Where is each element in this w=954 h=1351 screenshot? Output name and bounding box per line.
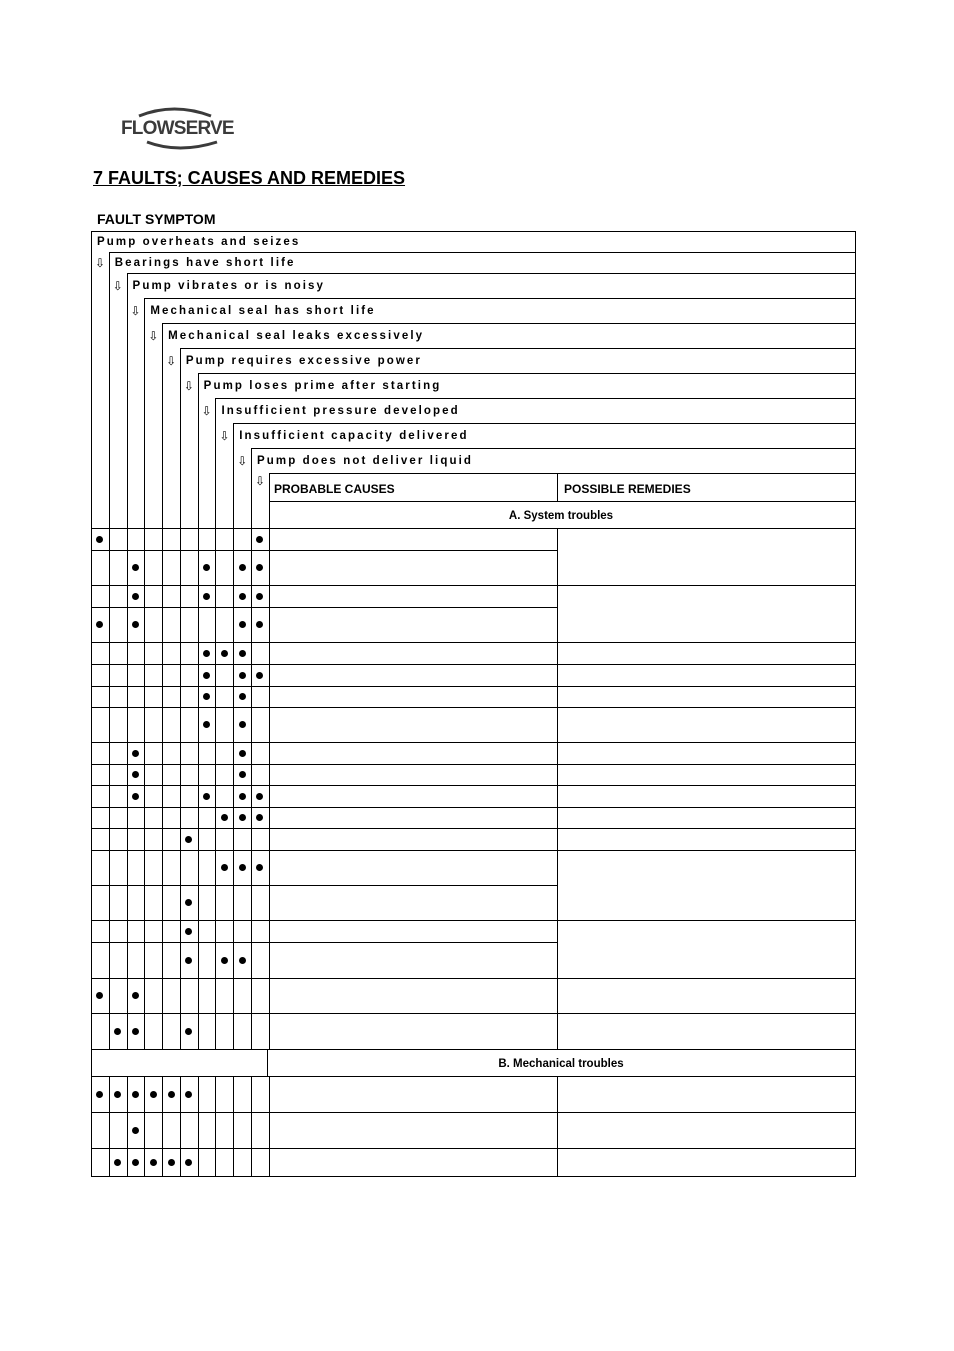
symptom-dot bbox=[256, 864, 263, 871]
table-row bbox=[91, 607, 558, 608]
table-row bbox=[91, 785, 558, 786]
symptom-dot bbox=[239, 693, 246, 700]
column-rule bbox=[162, 1076, 163, 1177]
symptom-rule bbox=[91, 231, 856, 232]
table-row bbox=[91, 978, 558, 979]
symptom-dot bbox=[221, 650, 228, 657]
table-row bbox=[91, 707, 558, 708]
remedy-rule bbox=[557, 785, 856, 786]
symptom-dot bbox=[185, 1091, 192, 1098]
symptom-dot bbox=[256, 814, 263, 821]
remedy-rule bbox=[557, 1013, 856, 1014]
symptom-dot bbox=[203, 672, 210, 679]
column-rule bbox=[269, 1076, 270, 1177]
column-rule bbox=[233, 423, 234, 1050]
column-rule bbox=[215, 398, 216, 1050]
down-arrow-icon: ⇩ bbox=[201, 403, 212, 418]
symptom-dot bbox=[203, 793, 210, 800]
column-rule bbox=[144, 1076, 145, 1177]
table-row bbox=[91, 642, 558, 643]
symptom-dot bbox=[168, 1091, 175, 1098]
section-mechanical-troubles: B. Mechanical troubles bbox=[498, 1058, 624, 1070]
column-rule bbox=[180, 1076, 181, 1177]
down-arrow-icon: ⇩ bbox=[166, 353, 177, 368]
symptom-dot bbox=[239, 750, 246, 757]
symptom-dot bbox=[239, 650, 246, 657]
header-rule bbox=[269, 501, 856, 502]
remedy-rule bbox=[557, 664, 856, 665]
symptom-label: Pump requires excessive power bbox=[185, 354, 422, 367]
symptom-dot bbox=[203, 650, 210, 657]
symptom-rule bbox=[233, 423, 856, 424]
row-rule bbox=[91, 1076, 856, 1077]
remedy-rule bbox=[557, 707, 856, 708]
table-row bbox=[91, 1176, 856, 1177]
table-row bbox=[91, 742, 558, 743]
symptom-label: Insufficient pressure developed bbox=[221, 404, 460, 417]
symptom-dot bbox=[185, 1028, 192, 1035]
table-row bbox=[91, 585, 558, 586]
symptom-dot bbox=[132, 1159, 139, 1166]
column-rule bbox=[198, 1076, 199, 1177]
symptom-dot bbox=[256, 564, 263, 571]
column-rule bbox=[127, 1076, 128, 1177]
symptom-dot bbox=[203, 721, 210, 728]
symptom-dot bbox=[150, 1159, 157, 1166]
symptom-dot bbox=[239, 593, 246, 600]
down-arrow-icon: ⇩ bbox=[219, 428, 230, 443]
column-rule bbox=[251, 1076, 252, 1177]
symptom-rule bbox=[198, 373, 856, 374]
symptom-dot bbox=[239, 621, 246, 628]
table-row bbox=[91, 1148, 856, 1149]
symptom-dot bbox=[96, 1091, 103, 1098]
possible-remedies-header: POSSIBLE REMEDIES bbox=[564, 482, 691, 496]
section-system-troubles: A. System troubles bbox=[508, 510, 614, 522]
symptom-dot bbox=[132, 1028, 139, 1035]
table-row bbox=[91, 664, 558, 665]
probable-causes-header: PROBABLE CAUSES bbox=[274, 482, 395, 496]
table-row bbox=[91, 1049, 558, 1050]
symptom-rule bbox=[127, 273, 856, 274]
remedy-divider bbox=[557, 528, 558, 1050]
symptom-dot bbox=[96, 992, 103, 999]
column-rule bbox=[267, 1049, 268, 1077]
symptom-dot bbox=[96, 621, 103, 628]
symptom-dot bbox=[221, 957, 228, 964]
down-arrow-icon: ⇩ bbox=[255, 474, 266, 488]
table-row bbox=[91, 686, 558, 687]
symptom-dot bbox=[132, 750, 139, 757]
symptom-label: Mechanical seal has short life bbox=[150, 304, 376, 317]
header-divider bbox=[557, 473, 558, 502]
remedy-rule bbox=[557, 828, 856, 829]
symptom-dot bbox=[185, 1159, 192, 1166]
symptom-dot bbox=[256, 593, 263, 600]
row-rule bbox=[91, 528, 856, 529]
remedy-rule bbox=[557, 850, 856, 851]
remedy-rule bbox=[557, 1049, 856, 1050]
symptom-dot bbox=[221, 864, 228, 871]
column-rule bbox=[251, 448, 252, 1050]
down-arrow-icon: ⇩ bbox=[183, 378, 194, 393]
symptom-dot bbox=[96, 536, 103, 543]
header-rule bbox=[269, 473, 856, 474]
column-rule bbox=[162, 323, 163, 1050]
symptom-dot bbox=[256, 672, 263, 679]
symptom-dot bbox=[168, 1159, 175, 1166]
column-rule bbox=[198, 373, 199, 1050]
symptom-dot bbox=[132, 793, 139, 800]
table-row bbox=[91, 850, 558, 851]
remedy-rule bbox=[557, 807, 856, 808]
table-row bbox=[91, 942, 558, 943]
symptom-dot bbox=[221, 814, 228, 821]
column-rule bbox=[144, 298, 145, 1050]
logo-wordmark: FLOWSERVE bbox=[121, 118, 234, 139]
table-row bbox=[91, 764, 558, 765]
symptom-dot bbox=[203, 593, 210, 600]
symptom-rule bbox=[144, 298, 856, 299]
symptom-label: Pump vibrates or is noisy bbox=[132, 279, 326, 292]
remedy-rule bbox=[557, 920, 856, 921]
remedy-rule bbox=[557, 764, 856, 765]
symptom-label: Pump does not deliver liquid bbox=[257, 454, 473, 467]
symptom-dot bbox=[239, 957, 246, 964]
remedy-rule bbox=[557, 585, 856, 586]
page-title: 7 FAULTS; CAUSES AND REMEDIES bbox=[93, 168, 406, 188]
table-row bbox=[91, 807, 558, 808]
symptom-dot bbox=[239, 721, 246, 728]
symptom-dot bbox=[114, 1091, 121, 1098]
symptom-rule bbox=[109, 252, 856, 253]
symptom-dot bbox=[114, 1159, 121, 1166]
symptom-rule bbox=[215, 398, 856, 399]
column-rule bbox=[109, 252, 110, 1050]
symptom-dot bbox=[114, 1028, 121, 1035]
symptom-label: Bearings have short life bbox=[114, 256, 296, 269]
table-row bbox=[91, 885, 558, 886]
symptom-dot bbox=[132, 593, 139, 600]
symptom-dot bbox=[239, 771, 246, 778]
symptom-dot bbox=[132, 992, 139, 999]
down-arrow-icon: ⇩ bbox=[112, 278, 123, 293]
column-rule bbox=[215, 1076, 216, 1177]
table-row bbox=[91, 1013, 558, 1014]
symptom-dot bbox=[256, 621, 263, 628]
symptom-dot bbox=[132, 1127, 139, 1134]
symptom-dot bbox=[132, 621, 139, 628]
symptom-label: Mechanical seal leaks excessively bbox=[168, 329, 425, 342]
symptom-rule bbox=[251, 448, 856, 449]
symptom-dot bbox=[256, 536, 263, 543]
column-rule bbox=[127, 273, 128, 1050]
symptom-dot bbox=[185, 928, 192, 935]
column-rule bbox=[109, 1076, 110, 1177]
table-row bbox=[91, 550, 558, 551]
table-row bbox=[91, 828, 558, 829]
symptom-dot bbox=[203, 693, 210, 700]
symptom-dot bbox=[185, 957, 192, 964]
symptom-rule bbox=[180, 348, 856, 349]
column-rule bbox=[269, 473, 270, 1050]
symptom-dot bbox=[239, 793, 246, 800]
symptom-dot bbox=[185, 899, 192, 906]
symptom-label: Pump overheats and seizes bbox=[97, 235, 301, 248]
symptom-rule bbox=[162, 323, 856, 324]
symptom-dot bbox=[256, 793, 263, 800]
symptom-dot bbox=[132, 564, 139, 571]
symptom-dot bbox=[185, 836, 192, 843]
down-arrow-icon: ⇩ bbox=[237, 453, 248, 468]
table-border bbox=[855, 231, 856, 1177]
remedy-divider bbox=[557, 1076, 558, 1177]
symptom-dot bbox=[239, 672, 246, 679]
remedy-rule bbox=[557, 978, 856, 979]
symptom-dot bbox=[239, 864, 246, 871]
symptom-label: Pump loses prime after starting bbox=[203, 379, 442, 392]
symptom-dot bbox=[239, 564, 246, 571]
symptom-label: Insufficient capacity delivered bbox=[239, 429, 469, 442]
remedy-rule bbox=[557, 686, 856, 687]
symptom-dot bbox=[150, 1091, 157, 1098]
symptom-dot bbox=[203, 564, 210, 571]
down-arrow-icon: ⇩ bbox=[130, 303, 141, 318]
symptom-dot bbox=[132, 771, 139, 778]
column-rule bbox=[180, 348, 181, 1050]
remedy-rule bbox=[557, 642, 856, 643]
symptom-dot bbox=[239, 814, 246, 821]
table-row bbox=[91, 1112, 856, 1113]
table-border bbox=[91, 231, 92, 1177]
column-rule bbox=[233, 1076, 234, 1177]
down-arrow-icon: ⇩ bbox=[148, 328, 159, 343]
fault-symptom-heading: FAULT SYMPTOM bbox=[97, 211, 216, 227]
remedy-rule bbox=[557, 742, 856, 743]
down-arrow-icon: ⇩ bbox=[95, 255, 106, 270]
symptom-dot bbox=[132, 1091, 139, 1098]
table-row bbox=[91, 920, 558, 921]
